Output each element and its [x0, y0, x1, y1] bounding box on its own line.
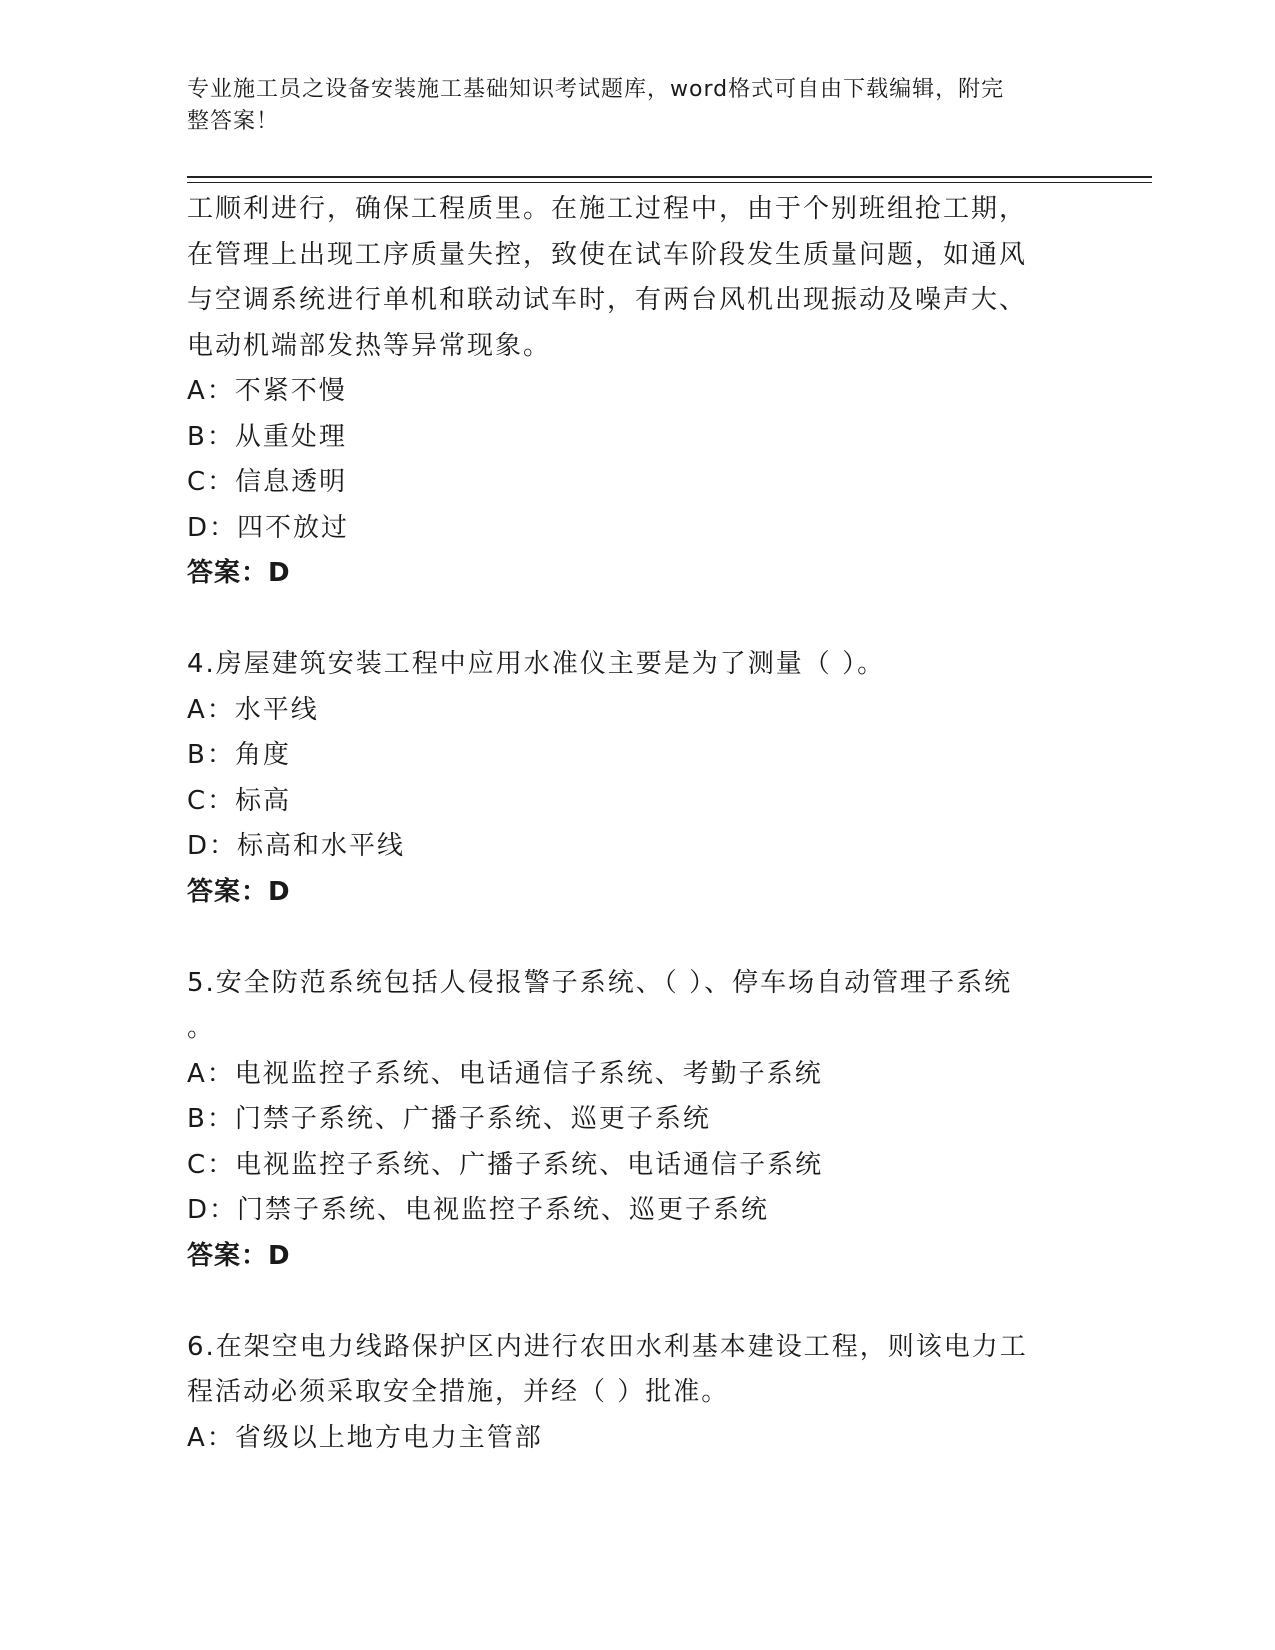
header-title-line2: 整答案！ [187, 109, 280, 134]
question-stem-line: 工顺利进行，确保工程质里。在施工过程中，由于个别班组抢工期， [187, 194, 1028, 224]
question-stem-line: 在管理上出现工序质量失控，致使在试车阶段发生质量问题，如通风 [187, 239, 1028, 270]
option-d: D：标高和水平线 [187, 831, 406, 861]
question-stem-line: 与空调系统进行单机和联动试车时，有两台风机出现振动及噪声大、 [187, 285, 1028, 315]
question-4 [187, 642, 1087, 915]
answer: 答案：D [187, 1240, 291, 1271]
question-6 [187, 1325, 1087, 1462]
option-b: B：从重处理 [187, 421, 347, 452]
option-a: A：电视监控子系统、电话通信子系统、考勤子系统 [187, 1058, 823, 1089]
header-title-line1: 专业施工员之设备安装施工基础知识考试题库，word格式可自由下载编辑，附完 [187, 77, 1005, 102]
document-header [187, 74, 1067, 138]
option-c: C：标高 [187, 785, 292, 816]
option-c: C：信息透明 [187, 467, 348, 497]
question-stem-line: 4.房屋建筑安装工程中应用水准仪主要是为了测量（ ）。 [187, 649, 886, 679]
option-d: D：四不放过 [187, 512, 350, 543]
option-c: C：电视监控子系统、广播子系统、电话通信子系统 [187, 1149, 824, 1180]
question-stem-line: 5.安全防范系统包括人侵报警子系统、（ ）、停车场自动管理子系统 [187, 967, 1013, 998]
spacer [187, 1279, 1087, 1325]
spacer [187, 597, 1087, 643]
option-a: A：省级以上地方电力主管部 [187, 1422, 543, 1453]
question-3 [187, 187, 1087, 597]
option-b: B：角度 [187, 740, 291, 770]
question-stem-line: 程活动必须采取安全措施，并经（ ）批准。 [187, 1377, 730, 1407]
question-stem-line: 。 [187, 1013, 216, 1043]
option-a: A：水平线 [187, 694, 319, 725]
option-a: A：不紧不慢 [187, 376, 347, 406]
answer: 答案：D [187, 876, 291, 907]
spacer [187, 915, 1087, 961]
option-d: D：门禁子系统、电视监控子系统、巡更子系统 [187, 1195, 770, 1225]
header-rule-thick [187, 176, 1152, 178]
answer: 答案：D [187, 558, 291, 588]
question-stem-line: 6.在架空电力线路保护区内进行农田水利基本建设工程，则该电力工 [187, 1331, 1028, 1362]
option-b: B：门禁子系统、广播子系统、巡更子系统 [187, 1104, 711, 1134]
question-stem-line: 电动机端部发热等异常现象。 [187, 330, 552, 361]
question-content [187, 187, 1087, 1461]
question-5 [187, 961, 1087, 1280]
header-rule-thin [187, 182, 1152, 183]
